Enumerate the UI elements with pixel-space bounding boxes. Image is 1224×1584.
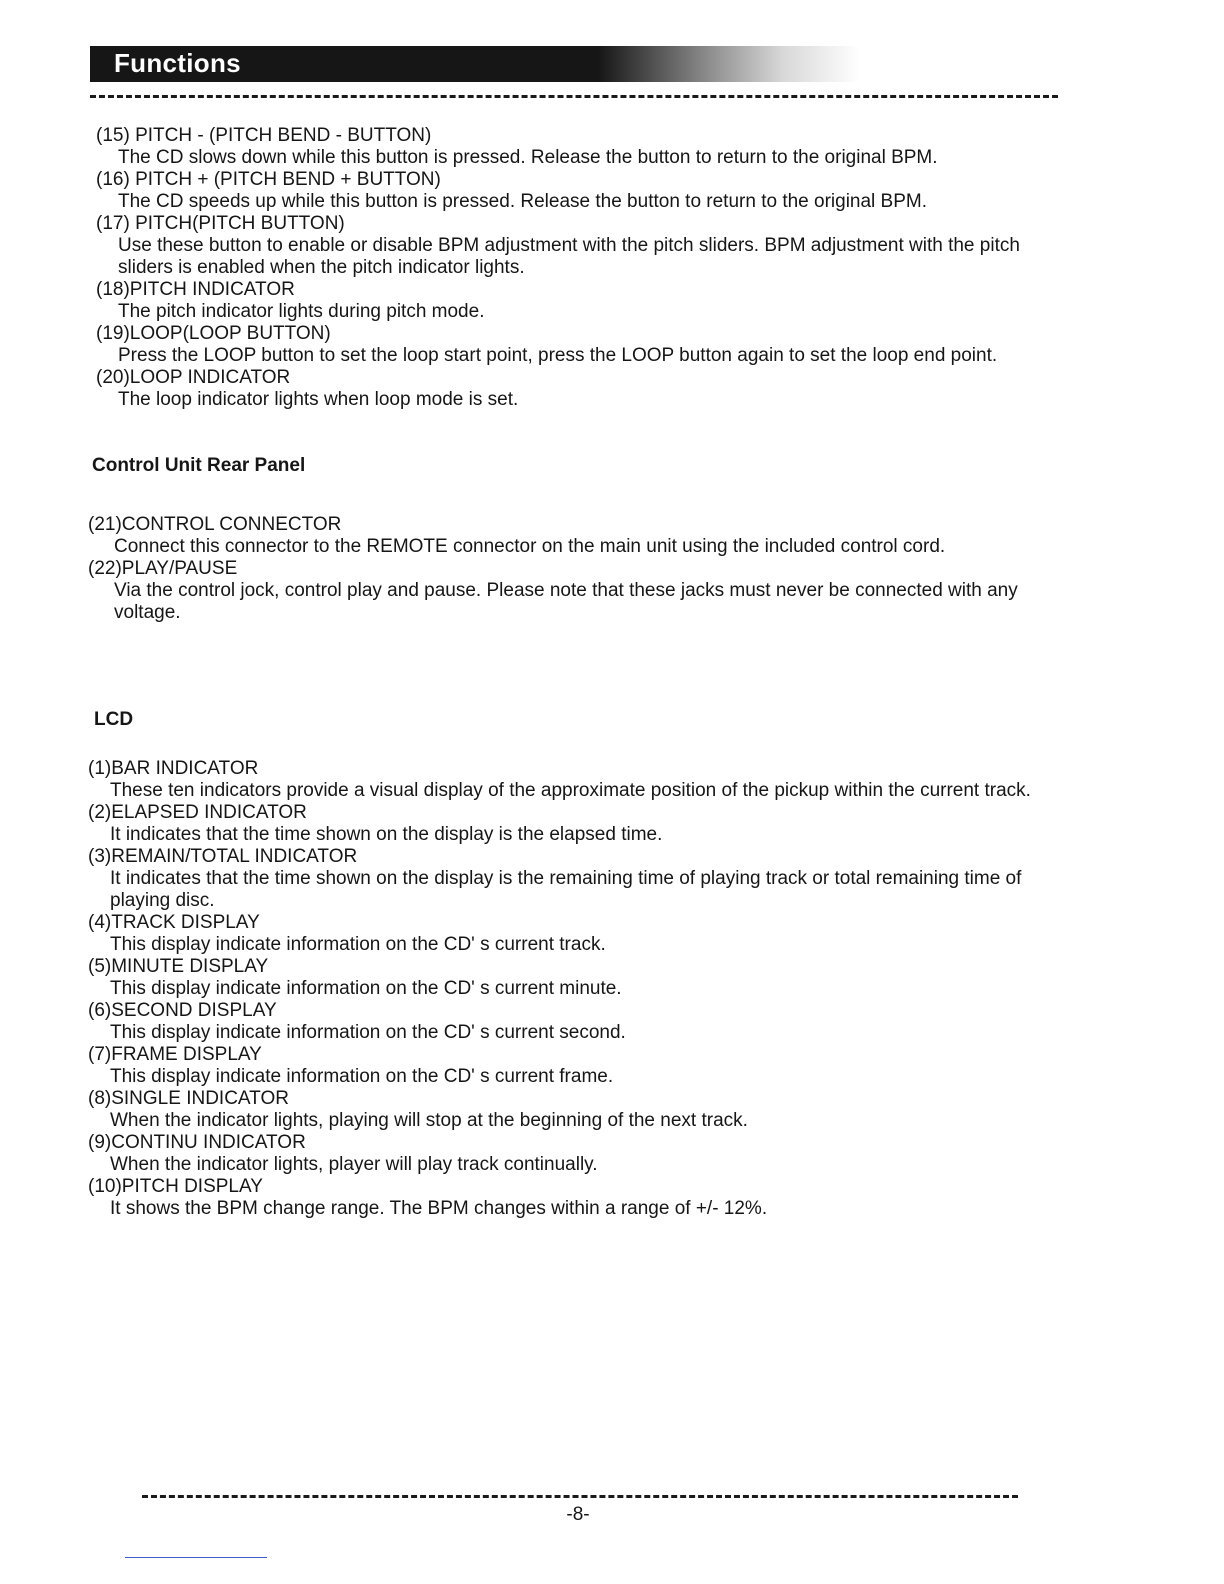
item-title: (16) PITCH + (PITCH BEND + BUTTON) (96, 169, 441, 190)
item-description: This display indicate information on the CD' s current second. (110, 1022, 626, 1043)
item-title: (20)LOOP INDICATOR (96, 367, 291, 388)
item-description: These ten indicators provide a visual display of the approximate position of the pickup within the current track. (110, 780, 1031, 801)
item-description: It shows the BPM change range. The BPM changes within a range of +/- 12%. (110, 1198, 768, 1219)
item-description: It indicates that the time shown on the display is the elapsed time. (110, 824, 663, 845)
list-item (96, 279, 1076, 323)
bottom-underline-mark (125, 1557, 267, 1558)
item-description: The loop indicator lights when loop mode is set. (118, 389, 519, 410)
rear-panel-list (88, 514, 1068, 624)
item-title: (4)TRACK DISPLAY (88, 912, 260, 933)
item-title: (15) PITCH - (PITCH BEND - BUTTON) (96, 125, 432, 146)
item-title: (5)MINUTE DISPLAY (88, 956, 269, 977)
list-item (88, 1132, 1078, 1176)
item-title: (22)PLAY/PAUSE (88, 558, 238, 579)
list-item (88, 758, 1078, 802)
page-number: -8- (566, 1504, 590, 1525)
item-title: (1)BAR INDICATOR (88, 758, 259, 779)
item-title: (2)ELAPSED INDICATOR (88, 802, 307, 823)
item-description: Press the LOOP button to set the loop start point, press the LOOP button again to set the loop end point. (118, 345, 998, 366)
item-title: (9)CONTINU INDICATOR (88, 1132, 306, 1153)
list-item (96, 125, 1076, 169)
list-item (88, 514, 1068, 558)
item-title: (21)CONTROL CONNECTOR (88, 514, 342, 535)
list-item (88, 802, 1078, 846)
list-item (88, 912, 1078, 956)
list-item (88, 846, 1078, 912)
list-item (96, 169, 1076, 213)
item-title: (19)LOOP(LOOP BUTTON) (96, 323, 331, 344)
list-item (88, 1044, 1078, 1088)
section-header-bar (90, 46, 860, 82)
list-item (88, 558, 1068, 624)
item-description: Use these button to enable or disable BPM adjustment with the pitch sliders. BPM adjustment with the pitch sliders is enabled when the pitch indicator lights. (118, 235, 1020, 278)
list-item (88, 1088, 1078, 1132)
item-description: When the indicator lights, player will play track continually. (110, 1154, 598, 1175)
rear-panel-heading: Control Unit Rear Panel (92, 455, 306, 476)
item-description: The CD speeds up while this button is pressed. Release the button to return to the original BPM. (118, 191, 928, 212)
bottom-dashed-divider (142, 1495, 1018, 1498)
item-title: (10)PITCH DISPLAY (88, 1176, 263, 1197)
item-title: (3)REMAIN/TOTAL INDICATOR (88, 846, 358, 867)
item-title: (18)PITCH INDICATOR (96, 279, 295, 300)
item-description: This display indicate information on the CD' s current track. (110, 934, 606, 955)
item-description: Connect this connector to the REMOTE connector on the main unit using the included control cord. (114, 536, 946, 557)
top-dashed-divider (90, 95, 1058, 98)
item-description: The pitch indicator lights during pitch mode. (118, 301, 485, 322)
list-item (88, 1176, 1078, 1220)
list-item (88, 1000, 1078, 1044)
item-title: (6)SECOND DISPLAY (88, 1000, 277, 1021)
item-title: (7)FRAME DISPLAY (88, 1044, 262, 1065)
page-title: Functions (114, 48, 241, 78)
item-description: The CD slows down while this button is pressed. Release the button to return to the original BPM. (118, 147, 938, 168)
lcd-heading: LCD (94, 709, 134, 730)
item-description: Via the control jock, control play and pause. Please note that these jacks must never be connected with any voltage. (114, 580, 1018, 623)
item-title: (17) PITCH(PITCH BUTTON) (96, 213, 345, 234)
list-item (88, 956, 1078, 1000)
item-description: When the indicator lights, playing will stop at the beginning of the next track. (110, 1110, 748, 1131)
item-description: This display indicate information on the CD' s current frame. (110, 1066, 614, 1087)
front-panel-list (96, 125, 1076, 411)
lcd-list (88, 758, 1078, 1220)
item-title: (8)SINGLE INDICATOR (88, 1088, 289, 1109)
list-item (96, 367, 1076, 411)
item-description: It indicates that the time shown on the display is the remaining time of playing track or total remaining time of playing disc. (110, 868, 1022, 911)
list-item (96, 213, 1076, 279)
list-item (96, 323, 1076, 367)
item-description: This display indicate information on the CD' s current minute. (110, 978, 622, 999)
